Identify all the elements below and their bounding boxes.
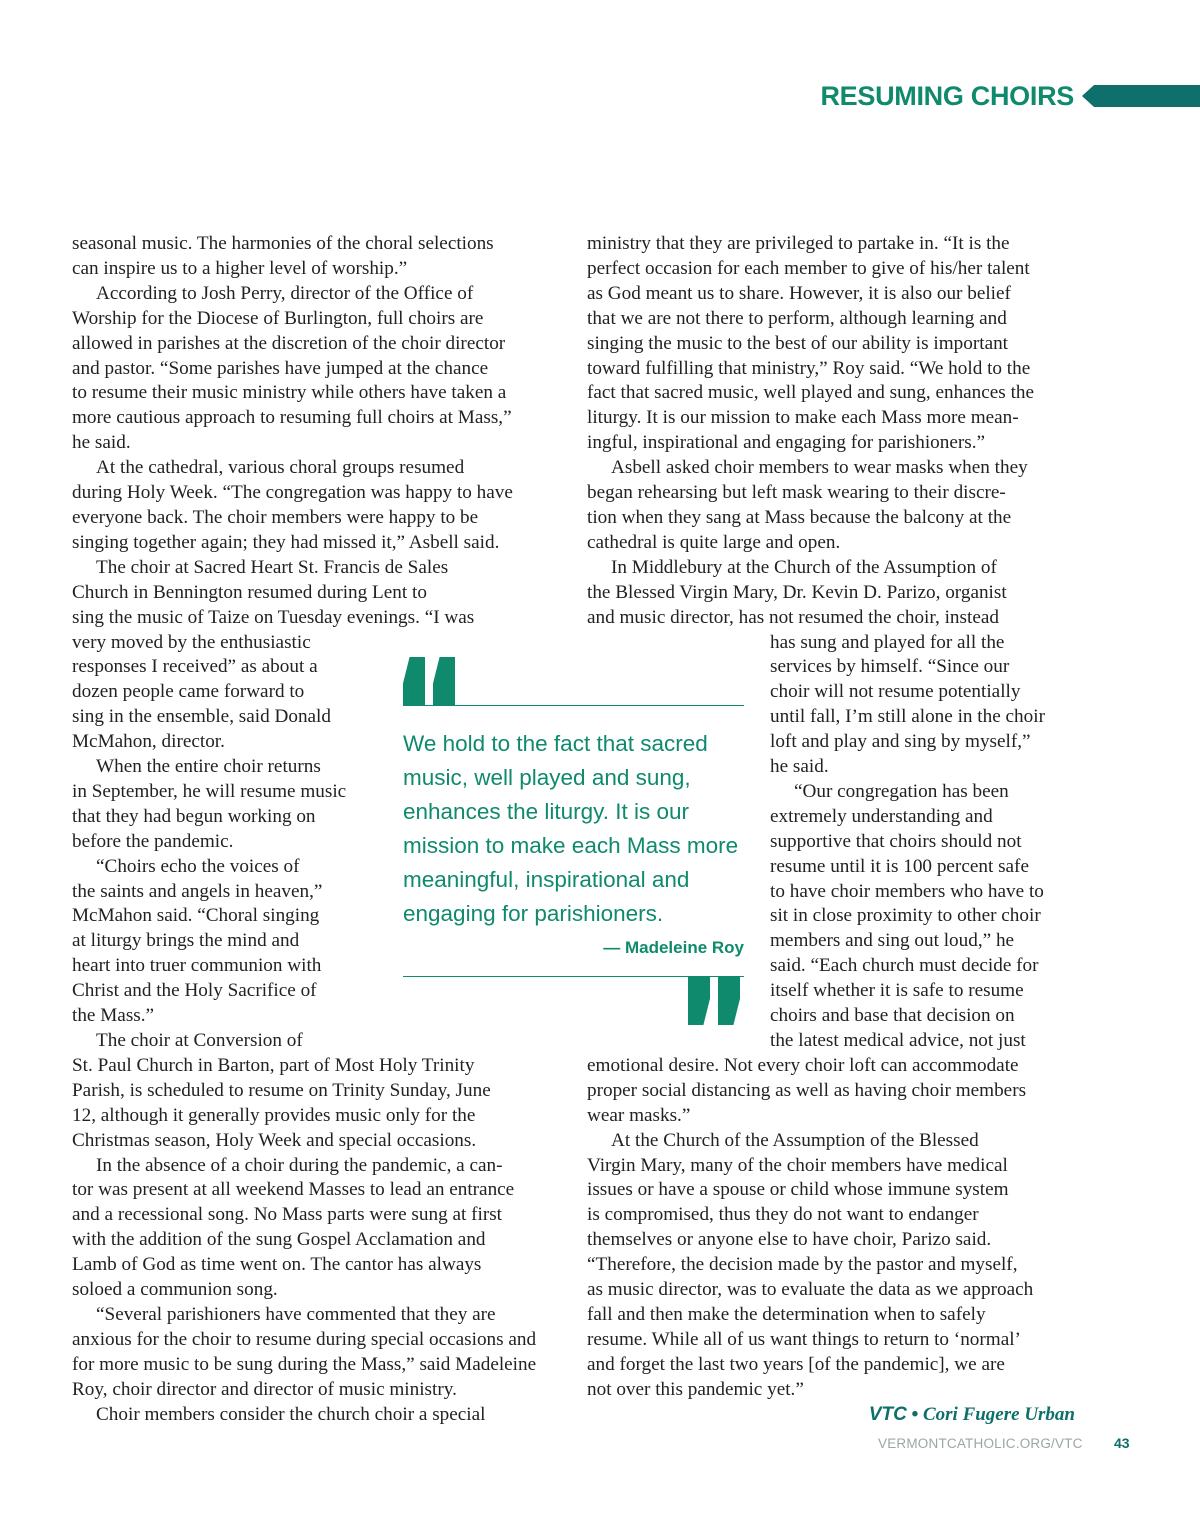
text-line: singing the music to the best of our ability is important bbox=[587, 332, 1009, 354]
text-line: tor was present at all weekend Masses to lead an entrance bbox=[72, 1179, 515, 1201]
text-line: before the pandemic. bbox=[72, 830, 234, 852]
paragraph bbox=[72, 1154, 562, 1303]
text-line: Choir members consider the church choir a special bbox=[96, 1403, 486, 1425]
text-line: “Several parishioners have commented that they are bbox=[96, 1303, 496, 1325]
paragraph bbox=[72, 282, 562, 456]
text-line: as music director, was to evaluate the data as we approach bbox=[587, 1279, 1034, 1301]
text-line: that we are not there to perform, although learning and bbox=[587, 307, 1007, 329]
text-line: proper social distancing as well as having choir members bbox=[587, 1079, 1027, 1101]
text-line: not over this pandemic yet.” bbox=[587, 1378, 804, 1400]
text-line: Worship for the Diocese of Burlington, full choirs are bbox=[72, 307, 484, 329]
byline-separator: • bbox=[911, 1404, 919, 1425]
text-line: Roy, choir director and director of music ministry. bbox=[72, 1378, 457, 1400]
text-line: is compromised, thus they do not want to endanger bbox=[587, 1204, 979, 1226]
paragraph bbox=[72, 232, 562, 282]
text-line: tion when they sang at Mass because the balcony at the bbox=[587, 506, 1012, 528]
text-line: St. Paul Church in Barton, part of Most Holy Trinity bbox=[72, 1054, 475, 1076]
paragraph bbox=[587, 556, 1077, 631]
text-line: can inspire us to a higher level of worship.” bbox=[72, 257, 408, 279]
byline bbox=[869, 1404, 1075, 1426]
text-line: the Mass.” bbox=[72, 1005, 155, 1027]
text-line: “Our congregation has been bbox=[794, 780, 1009, 802]
byline-author: Cori Fugere Urban bbox=[922, 1404, 1075, 1425]
text-line: to resume their music ministry while others have taken a bbox=[72, 382, 507, 404]
text-line: The choir at Sacred Heart St. Francis de Sales bbox=[96, 556, 449, 578]
text-line: singing together again; they had missed it,” Asbell said. bbox=[72, 531, 500, 553]
close-quote-icon bbox=[688, 977, 744, 1029]
paragraph bbox=[72, 1403, 562, 1428]
text-line: issues or have a spouse or child whose immune system bbox=[587, 1179, 1009, 1201]
text-line: and a recessional song. No Mass parts were sung at first bbox=[72, 1204, 503, 1226]
text-line: to have choir members who have to bbox=[770, 880, 1044, 902]
text-line: emotional desire. Not every choir loft can accommodate bbox=[587, 1054, 1019, 1076]
text-line: as God meant us to share. However, it is also our belief bbox=[587, 282, 1011, 304]
text-line: At the Church of the Assumption of the Blessed bbox=[611, 1129, 979, 1151]
text-line: ministry that they are privileged to partake in. “It is the bbox=[587, 233, 1010, 254]
text-line: In Middlebury at the Church of the Assumption of bbox=[611, 556, 997, 578]
text-line: he said. bbox=[72, 432, 131, 454]
pull-quote-line: music, well played and sung, bbox=[403, 765, 691, 790]
text-line: sing in the ensemble, said Donald bbox=[72, 706, 331, 728]
text-line: and music director, has not resumed the choir, instead bbox=[587, 606, 999, 628]
text-line: allowed in parishes at the discretion of the choir director bbox=[72, 332, 506, 354]
paragraph bbox=[587, 1129, 1077, 1403]
pull-quote-line: mission to make each Mass more bbox=[403, 833, 739, 858]
paragraph bbox=[587, 232, 1077, 456]
text-line: themselves or anyone else to have choir, Parizo said. bbox=[587, 1229, 992, 1251]
text-line: more cautious approach to resuming full choirs at Mass,” bbox=[72, 407, 512, 429]
paragraph bbox=[72, 556, 562, 755]
paragraph bbox=[72, 1029, 562, 1154]
text-line: fall and then make the determination when to safely bbox=[587, 1303, 986, 1325]
text-line: Asbell asked choir members to wear masks when they bbox=[611, 457, 1028, 479]
text-line: McMahon said. “Choral singing bbox=[72, 905, 320, 927]
text-line: fact that sacred music, well played and sung, enhances the bbox=[587, 382, 1035, 404]
pull-quote-author: — Madeleine Roy bbox=[603, 938, 744, 957]
text-line: Christ and the Holy Sacrifice of bbox=[72, 980, 317, 1002]
text-line: supportive that choirs should not bbox=[770, 830, 1022, 852]
section-header bbox=[820, 78, 1200, 114]
text-line: services by himself. “Since our bbox=[770, 656, 1010, 678]
pull-quote-top-rule bbox=[403, 705, 744, 706]
text-line: 12, although it generally provides music only for the bbox=[72, 1104, 476, 1126]
text-line: “Therefore, the decision made by the pastor and myself, bbox=[587, 1254, 1018, 1276]
text-line: McMahon, director. bbox=[72, 731, 225, 753]
text-line: “Choirs echo the voices of bbox=[96, 855, 300, 877]
text-line: choirs and base that decision on bbox=[770, 1005, 1015, 1027]
text-line: choir will not resume potentially bbox=[770, 681, 1021, 703]
text-line: According to Josh Perry, director of the Office of bbox=[96, 282, 474, 304]
text-line: toward fulfilling that ministry,” Roy said. “We hold to the bbox=[587, 357, 1031, 379]
text-line: The choir at Conversion of bbox=[96, 1030, 303, 1051]
text-line: sit in close proximity to other choir bbox=[770, 905, 1041, 927]
text-line: perfect occasion for each member to give of his/her talent bbox=[587, 257, 1030, 279]
text-line: everyone back. The choir members were happy to be bbox=[72, 506, 479, 528]
paragraph bbox=[72, 456, 562, 556]
text-line: began rehearsing but left mask wearing to their discre- bbox=[587, 482, 1006, 504]
text-line: with the addition of the sung Gospel Acclamation and bbox=[72, 1229, 486, 1251]
text-line: very moved by the enthusiastic bbox=[72, 631, 311, 653]
text-line: that they had begun working on bbox=[72, 805, 316, 827]
text-line: Christmas season, Holy Week and special occasions. bbox=[72, 1129, 477, 1151]
text-line: Virgin Mary, many of the choir members have medical bbox=[587, 1154, 1008, 1176]
text-line: Lamb of God as time went on. The cantor has always bbox=[72, 1254, 482, 1276]
text-line: he said. bbox=[770, 756, 829, 778]
text-line: In the absence of a choir during the pandemic, a can- bbox=[96, 1154, 503, 1176]
footer-url: VERMONTCATHOLIC.ORG/VTC bbox=[878, 1436, 1083, 1451]
text-line: for more music to be sung during the Mass,” said Madeleine bbox=[72, 1353, 537, 1375]
text-line: the Blessed Virgin Mary, Dr. Kevin D. Parizo, organist bbox=[587, 581, 1007, 603]
section-title: RESUMING CHOIRS bbox=[820, 80, 1074, 111]
text-line: until fall, I’m still alone in the choir bbox=[770, 706, 1045, 728]
pull-quote-text bbox=[403, 727, 748, 931]
text-line: at liturgy brings the mind and bbox=[72, 930, 300, 952]
text-line: in September, he will resume music bbox=[72, 780, 347, 802]
pull-quote-line: meaningful, inspirational and bbox=[403, 867, 690, 892]
text-line: soloed a communion song. bbox=[72, 1279, 278, 1301]
page-number: 43 bbox=[1114, 1435, 1130, 1451]
text-line: Parish, is scheduled to resume on Trinity Sunday, June bbox=[72, 1079, 491, 1101]
text-line: anxious for the choir to resume during special occasions and bbox=[72, 1328, 537, 1350]
text-line: ingful, inspirational and engaging for parishioners.” bbox=[587, 432, 986, 454]
text-line: has sung and played for all the bbox=[770, 631, 1005, 653]
section-tab-shape bbox=[1082, 85, 1200, 107]
text-line: loft and play and sing by myself,” bbox=[770, 731, 1031, 753]
text-line: itself whether it is safe to resume bbox=[770, 980, 1024, 1002]
text-line: heart into truer communion with bbox=[72, 955, 322, 977]
text-line: resume until it is 100 percent safe bbox=[770, 855, 1029, 877]
text-line: cathedral is quite large and open. bbox=[587, 531, 841, 553]
text-line: the saints and angels in heaven,” bbox=[72, 880, 323, 902]
text-line: and forget the last two years [of the pandemic], we are bbox=[587, 1353, 1005, 1375]
pull-quote-line: We hold to the fact that sacred bbox=[403, 731, 708, 756]
text-line: At the cathedral, various choral groups resumed bbox=[96, 457, 465, 479]
text-line: seasonal music. The harmonies of the choral selections bbox=[72, 233, 494, 254]
paragraph bbox=[587, 456, 1077, 556]
text-line: during Holy Week. “The congregation was happy to have bbox=[72, 482, 513, 504]
paragraph bbox=[72, 1303, 562, 1403]
paragraph bbox=[587, 1054, 1077, 1129]
text-line: Church in Bennington resumed during Lent to bbox=[72, 581, 427, 603]
text-line: sing the music of Taize on Tuesday evenings. “I was bbox=[72, 606, 475, 628]
text-line: wear masks.” bbox=[587, 1104, 691, 1126]
open-quote-icon bbox=[403, 655, 459, 707]
text-line: extremely understanding and bbox=[770, 805, 993, 827]
text-line: When the entire choir returns bbox=[96, 756, 321, 778]
text-line: members and sing out loud,” he bbox=[770, 930, 1015, 952]
text-line: dozen people came forward to bbox=[72, 681, 305, 703]
text-line: said. “Each church must decide for bbox=[770, 955, 1039, 977]
text-line: responses I received” as about a bbox=[72, 656, 318, 678]
byline-outlet: VTC bbox=[868, 1404, 907, 1425]
text-line: and pastor. “Some parishes have jumped at the chance bbox=[72, 357, 489, 379]
pull-quote-line: enhances the liturgy. It is our bbox=[403, 799, 689, 824]
text-line: liturgy. It is our mission to make each Mass more mean- bbox=[587, 407, 1019, 429]
pull-quote-line: engaging for parishioners. bbox=[403, 901, 664, 926]
text-line: the latest medical advice, not just bbox=[770, 1030, 1026, 1051]
text-line: resume. While all of us want things to return to ‘normal’ bbox=[587, 1328, 1021, 1350]
